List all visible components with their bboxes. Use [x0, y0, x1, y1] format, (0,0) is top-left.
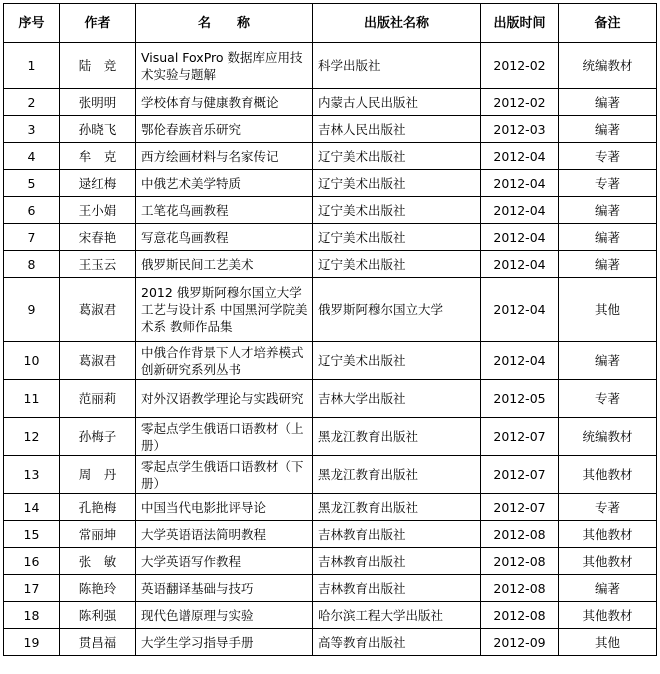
- cell-author: 孙晓飞: [60, 116, 136, 143]
- cell-title: 大学英语写作教程: [136, 548, 313, 575]
- cell-publisher: 辽宁美术出版社: [313, 251, 481, 278]
- cell-publisher: 辽宁美术出版社: [313, 342, 481, 380]
- cell-title: 西方绘画材料与名家传记: [136, 143, 313, 170]
- header-author: 作者: [60, 4, 136, 43]
- cell-index: 19: [4, 629, 60, 656]
- cell-title: 零起点学生俄语口语教材（下册）: [136, 456, 313, 494]
- table-row: [4, 575, 657, 602]
- cell-note: 其他教材: [559, 548, 657, 575]
- cell-date: 2012-09: [481, 629, 559, 656]
- cell-title: 俄罗斯民间工艺美术: [136, 251, 313, 278]
- table-row: [4, 224, 657, 251]
- cell-index: 6: [4, 197, 60, 224]
- cell-title: 英语翻译基础与技巧: [136, 575, 313, 602]
- table-row: [4, 342, 657, 380]
- cell-author: 逯红梅: [60, 170, 136, 197]
- cell-note: 专著: [559, 143, 657, 170]
- cell-author: 张明明: [60, 89, 136, 116]
- cell-publisher: 俄罗斯阿穆尔国立大学: [313, 278, 481, 342]
- cell-title: 工笔花鸟画教程: [136, 197, 313, 224]
- cell-note: 其他教材: [559, 521, 657, 548]
- cell-author: 孔艳梅: [60, 494, 136, 521]
- cell-index: 13: [4, 456, 60, 494]
- cell-publisher: 辽宁美术出版社: [313, 197, 481, 224]
- cell-title: 中俄合作背景下人才培养模式创新研究系列丛书: [136, 342, 313, 380]
- cell-author: 常丽坤: [60, 521, 136, 548]
- cell-index: 8: [4, 251, 60, 278]
- cell-index: 9: [4, 278, 60, 342]
- table-row: [4, 380, 657, 418]
- cell-author: 牟 克: [60, 143, 136, 170]
- cell-index: 17: [4, 575, 60, 602]
- header-note: 备注: [559, 4, 657, 43]
- cell-index: 3: [4, 116, 60, 143]
- cell-title: 2012 俄罗斯阿穆尔国立大学工艺与设计系 中国黑河学院美术系 教师作品集: [136, 278, 313, 342]
- cell-publisher: 吉林教育出版社: [313, 575, 481, 602]
- cell-publisher: 辽宁美术出版社: [313, 143, 481, 170]
- cell-title: 学校体育与健康教育概论: [136, 89, 313, 116]
- cell-title: 中俄艺术美学特质: [136, 170, 313, 197]
- cell-publisher: 吉林教育出版社: [313, 548, 481, 575]
- cell-title: 大学生学习指导手册: [136, 629, 313, 656]
- cell-date: 2012-03: [481, 116, 559, 143]
- cell-date: 2012-08: [481, 521, 559, 548]
- cell-index: 10: [4, 342, 60, 380]
- cell-title: 鄂伦春族音乐研究: [136, 116, 313, 143]
- cell-date: 2012-04: [481, 342, 559, 380]
- table-row: [4, 143, 657, 170]
- cell-author: 范丽莉: [60, 380, 136, 418]
- cell-title: 现代色谱原理与实验: [136, 602, 313, 629]
- cell-title: 写意花鸟画教程: [136, 224, 313, 251]
- cell-publisher: 辽宁美术出版社: [313, 170, 481, 197]
- cell-index: 16: [4, 548, 60, 575]
- cell-index: 15: [4, 521, 60, 548]
- cell-index: 2: [4, 89, 60, 116]
- table-row: [4, 89, 657, 116]
- cell-note: 专著: [559, 170, 657, 197]
- cell-note: 编著: [559, 575, 657, 602]
- cell-title: 对外汉语教学理论与实践研究: [136, 380, 313, 418]
- cell-index: 5: [4, 170, 60, 197]
- cell-title: 大学英语语法简明教程: [136, 521, 313, 548]
- cell-date: 2012-04: [481, 278, 559, 342]
- header-row: [4, 4, 657, 43]
- cell-index: 7: [4, 224, 60, 251]
- cell-note: 统编教材: [559, 43, 657, 89]
- cell-note: 统编教材: [559, 418, 657, 456]
- table-row: [4, 278, 657, 342]
- cell-note: 其他: [559, 629, 657, 656]
- header-publisher: 出版社名称: [313, 4, 481, 43]
- cell-author: 王小娟: [60, 197, 136, 224]
- cell-date: 2012-08: [481, 602, 559, 629]
- cell-note: 编著: [559, 116, 657, 143]
- cell-index: 4: [4, 143, 60, 170]
- table-row: [4, 456, 657, 494]
- cell-date: 2012-02: [481, 43, 559, 89]
- cell-author: 宋春艳: [60, 224, 136, 251]
- cell-publisher: 黑龙江教育出版社: [313, 456, 481, 494]
- cell-publisher: 吉林大学出版社: [313, 380, 481, 418]
- cell-note: 编著: [559, 89, 657, 116]
- cell-title: Visual FoxPro 数据库应用技术实验与题解: [136, 43, 313, 89]
- cell-index: 12: [4, 418, 60, 456]
- table-row: [4, 251, 657, 278]
- cell-author: 葛淑君: [60, 278, 136, 342]
- cell-date: 2012-02: [481, 89, 559, 116]
- header-index: 序号: [4, 4, 60, 43]
- cell-index: 14: [4, 494, 60, 521]
- cell-author: 王玉云: [60, 251, 136, 278]
- cell-title: 中国当代电影批评导论: [136, 494, 313, 521]
- cell-date: 2012-08: [481, 575, 559, 602]
- table-row: [4, 521, 657, 548]
- cell-publisher: 黑龙江教育出版社: [313, 494, 481, 521]
- cell-date: 2012-04: [481, 197, 559, 224]
- cell-author: 孙梅子: [60, 418, 136, 456]
- cell-date: 2012-04: [481, 224, 559, 251]
- cell-note: 编著: [559, 251, 657, 278]
- cell-note: 编著: [559, 197, 657, 224]
- table-row: [4, 548, 657, 575]
- table-row: [4, 170, 657, 197]
- cell-date: 2012-07: [481, 456, 559, 494]
- cell-date: 2012-07: [481, 418, 559, 456]
- cell-date: 2012-04: [481, 170, 559, 197]
- cell-publisher: 内蒙古人民出版社: [313, 89, 481, 116]
- table-row: [4, 418, 657, 456]
- cell-note: 编著: [559, 342, 657, 380]
- header-title: 名 称: [136, 4, 313, 43]
- table-row: [4, 43, 657, 89]
- cell-publisher: 辽宁美术出版社: [313, 224, 481, 251]
- publication-table: [3, 3, 657, 656]
- cell-note: 专著: [559, 494, 657, 521]
- cell-author: 张 敏: [60, 548, 136, 575]
- cell-note: 其他: [559, 278, 657, 342]
- cell-index: 1: [4, 43, 60, 89]
- cell-date: 2012-04: [481, 251, 559, 278]
- cell-title: 零起点学生俄语口语教材（上册）: [136, 418, 313, 456]
- cell-publisher: 科学出版社: [313, 43, 481, 89]
- table-row: [4, 197, 657, 224]
- cell-publisher: 高等教育出版社: [313, 629, 481, 656]
- cell-index: 18: [4, 602, 60, 629]
- cell-index: 11: [4, 380, 60, 418]
- cell-note: 专著: [559, 380, 657, 418]
- table-row: [4, 494, 657, 521]
- cell-publisher: 吉林教育出版社: [313, 521, 481, 548]
- table-row: [4, 116, 657, 143]
- header-date: 出版时间: [481, 4, 559, 43]
- cell-date: 2012-04: [481, 143, 559, 170]
- cell-publisher: 哈尔滨工程大学出版社: [313, 602, 481, 629]
- cell-note: 其他教材: [559, 456, 657, 494]
- cell-note: 编著: [559, 224, 657, 251]
- cell-author: 周 丹: [60, 456, 136, 494]
- cell-author: 陈艳玲: [60, 575, 136, 602]
- table-row: [4, 602, 657, 629]
- cell-date: 2012-07: [481, 494, 559, 521]
- cell-note: 其他教材: [559, 602, 657, 629]
- cell-publisher: 黑龙江教育出版社: [313, 418, 481, 456]
- table-row: [4, 629, 657, 656]
- table-body: [4, 43, 657, 656]
- cell-date: 2012-05: [481, 380, 559, 418]
- cell-date: 2012-08: [481, 548, 559, 575]
- cell-author: 贯昌福: [60, 629, 136, 656]
- cell-author: 葛淑君: [60, 342, 136, 380]
- cell-publisher: 吉林人民出版社: [313, 116, 481, 143]
- cell-author: 陈利强: [60, 602, 136, 629]
- cell-author: 陆 竞: [60, 43, 136, 89]
